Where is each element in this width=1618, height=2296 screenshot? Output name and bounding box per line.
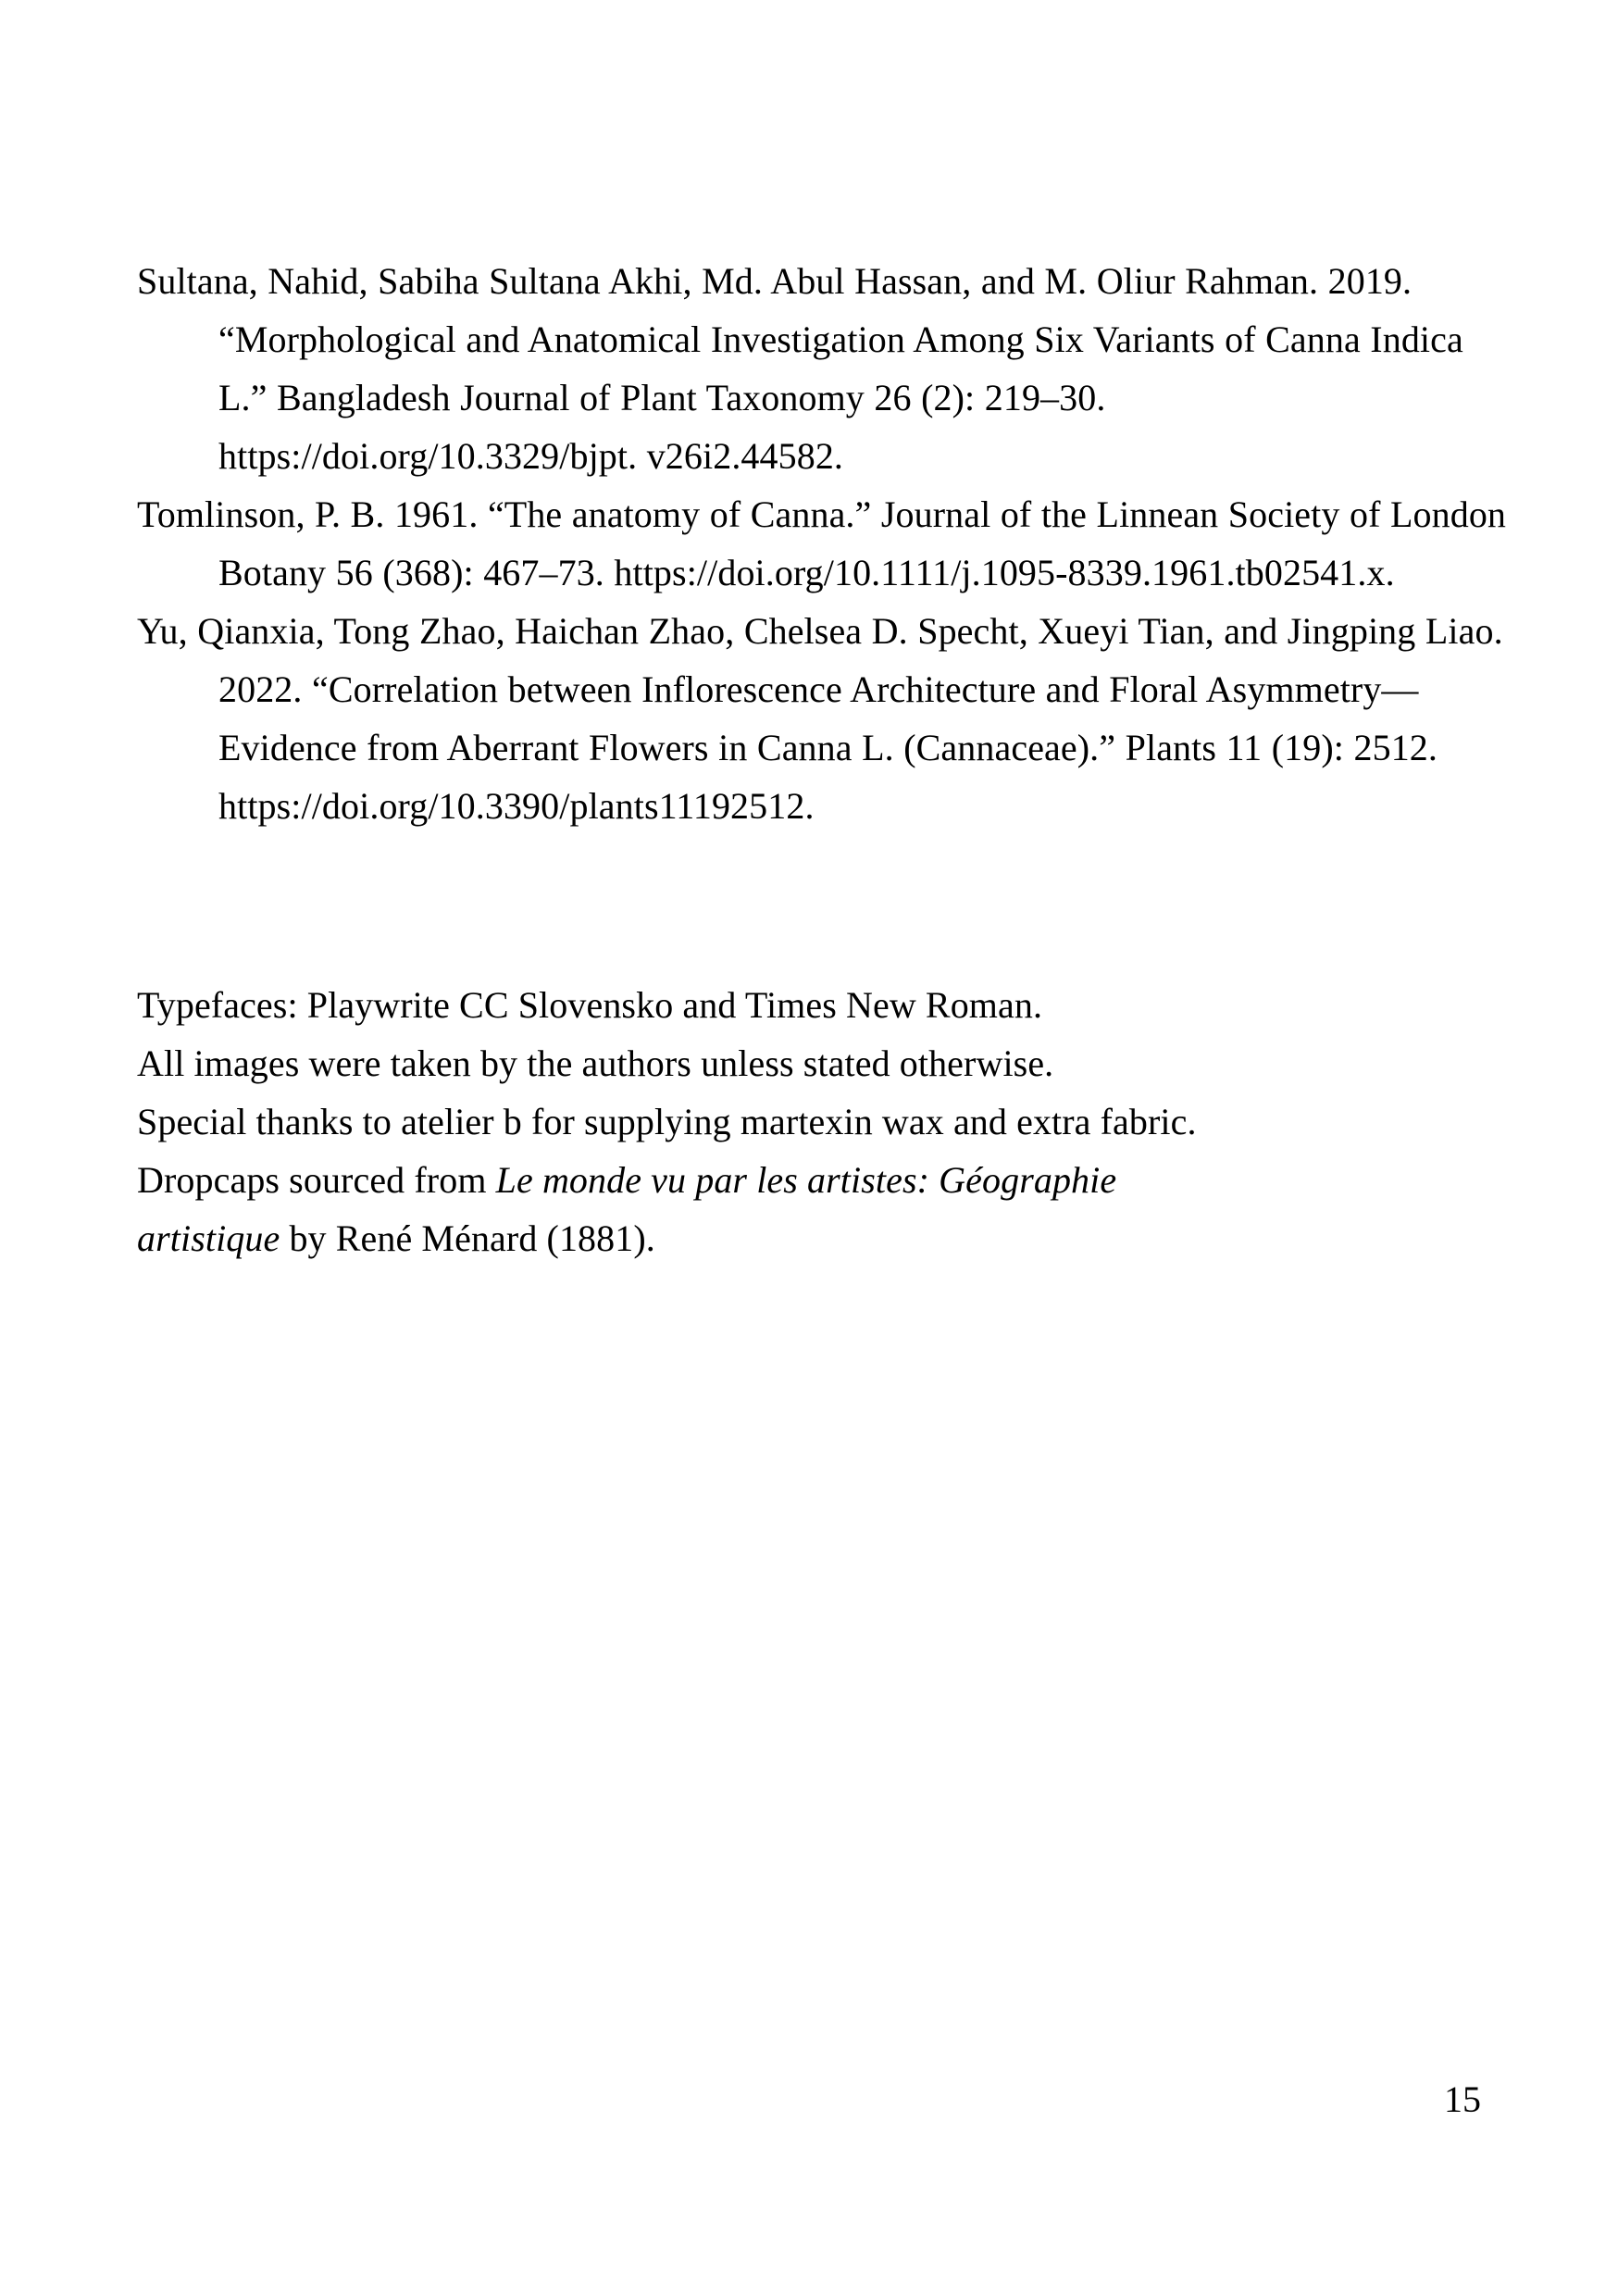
bib-line: and Jingping Liao. 2022. “Correlation between Inflorescence — [218, 610, 1503, 710]
page-number: 15 — [1444, 2078, 1481, 2120]
dropcaps-trail: by René Ménard (1881). — [280, 1217, 655, 1259]
bibliography-entry — [137, 602, 1507, 835]
bib-line: Linnean Society of London Botany 56 (368): 467–73. — [218, 493, 1507, 593]
bibliography-entry — [137, 252, 1507, 485]
bib-line: Sultana, Nahid, Sabiha Sultana Akhi, Md. Abul Hassan, and M. — [137, 260, 1088, 302]
dropcaps-source-title-cont: artistique — [137, 1217, 280, 1259]
bib-line: https://doi.org/10.1111/j.1095-8339.1961.tb02541.x. — [614, 552, 1395, 593]
bib-line: Architecture and Floral Asymmetry—Evidence from Aberrant — [218, 668, 1419, 768]
colophon-typefaces: Typefaces: Playwrite CC Slovensko and Times New Roman. — [137, 984, 1043, 1026]
bib-line: Oliur Rahman. 2019. “Morphological and Anatomical Investigation — [218, 260, 1413, 360]
colophon-thanks: Special thanks to atelier b for supplying martexin wax and extra fabric. — [137, 1101, 1197, 1142]
bib-line: Yu, Qianxia, Tong Zhao, Haichan Zhao, Chelsea D. Specht, Xueyi Tian, — [137, 610, 1214, 652]
dropcaps-source-title: Le monde vu par les artistes: Géographie — [495, 1159, 1117, 1201]
bib-line: https://doi.org/10.3390/plants11192512. — [218, 785, 815, 827]
dropcaps-lead: Dropcaps sourced from — [137, 1159, 496, 1201]
bib-line: of Plant Taxonomy 26 (2): 219–30. https://doi.org/10.3329/bjpt. — [218, 377, 1106, 477]
bib-line: Tomlinson, P. B. 1961. “The anatomy of Canna.” Journal of the — [137, 493, 1088, 535]
page-content — [137, 252, 1507, 1267]
colophon-image-credit: All images were taken by the authors unless stated otherwise. — [137, 1042, 1054, 1084]
bibliography-list — [137, 252, 1507, 835]
bib-line: Flowers in Canna L. (Cannaceae).” Plants 11 (19): 2512. — [589, 727, 1438, 768]
colophon-dropcaps-credit — [137, 1151, 1507, 1267]
bib-line: Among Six Variants of Canna Indica L.” Bangladesh Journal — [218, 318, 1463, 418]
bib-line: v26i2.44582. — [646, 435, 844, 477]
colophon-block — [137, 976, 1507, 1267]
bibliography-entry — [137, 485, 1507, 602]
